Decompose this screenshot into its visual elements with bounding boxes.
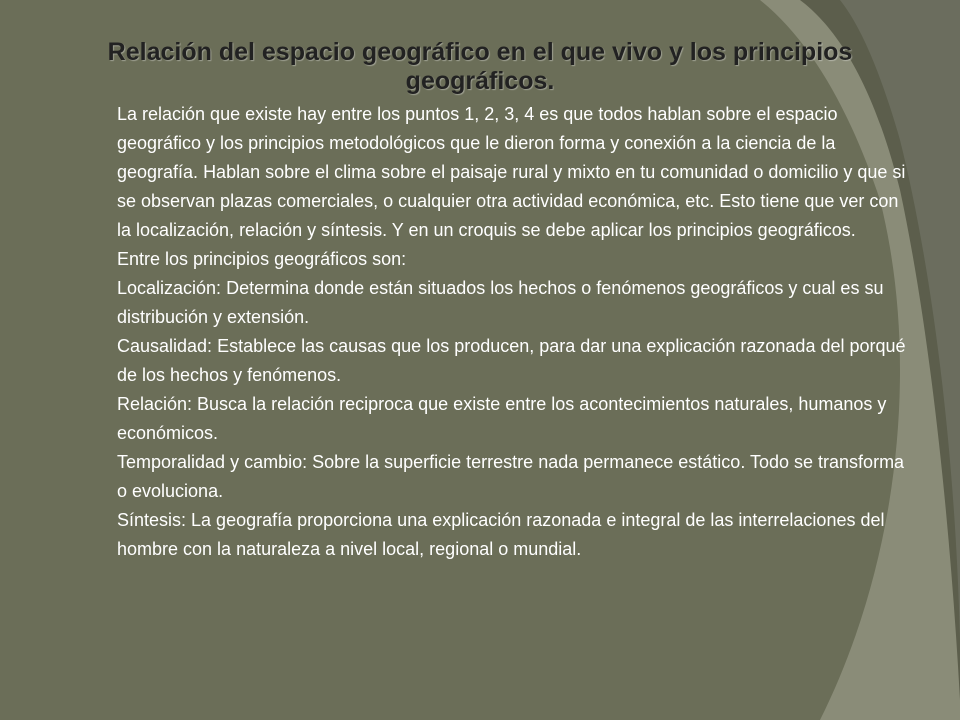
body-paragraph-principles-heading: Entre los principios geográficos son: — [117, 249, 407, 269]
body-paragraph-intro: La relación que existe hay entre los puntos 1, 2, 3, 4 es que todos hablan sobre el espacio geográfico y los principios metodológicos que le dieron forma y conexión a la ciencia de la geografía. Hablan sobre el clima sobre el paisaje rural y mixto en tu comunidad o domicilio y que si se observan plazas comerciales, o cualquier otra actividad económica, etc. Esto tiene que ver con la localización, relación y síntesis. Y en un croquis se debe aplicar los principios geográficos. — [117, 104, 906, 240]
body-paragraph-sintesis: Síntesis: La geografía proporciona una explicación razonada e integral de las interrelaciones del hombre con la naturaleza a nivel local, regional o mundial. — [117, 510, 885, 559]
slide-body — [117, 100, 907, 564]
body-paragraph-localizacion: Localización: Determina donde están situados los hechos o fenómenos geográficos y cual es su distribución y extensión. — [117, 278, 884, 327]
body-paragraph-temporalidad: Temporalidad y cambio: Sobre la superficie terrestre nada permanece estático. Todo se transforma o evoluciona. — [117, 452, 905, 501]
body-paragraph-relacion: Relación: Busca la relación reciproca que existe entre los acontecimientos naturales, humanos y económicos. — [117, 394, 887, 443]
slide-title: Relación del espacio geográfico en el que vivo y los principios geográficos. — [107, 38, 853, 95]
body-paragraph-causalidad: Causalidad: Establece las causas que los producen, para dar una explicación razonada del porqué de los hechos y fenómenos. — [117, 336, 906, 385]
